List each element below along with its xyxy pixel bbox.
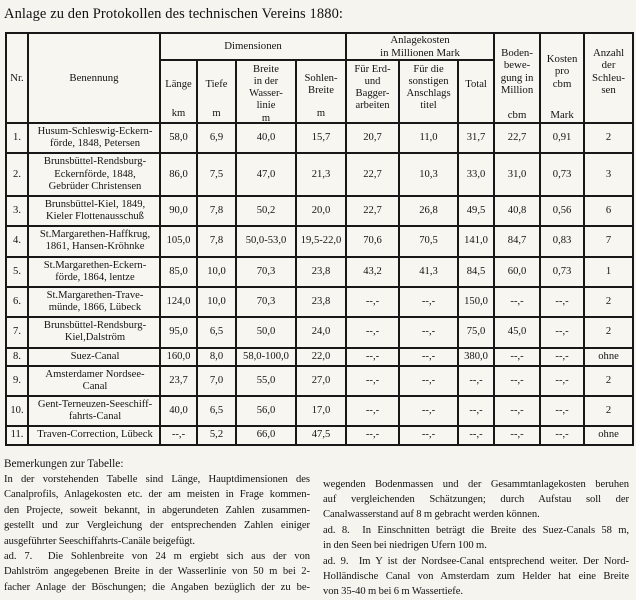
cell-sohlen-breite: 24,0 (296, 317, 346, 347)
cell-laenge: 105,0 (160, 226, 197, 256)
cell-bodenbewegung: 60,0 (494, 257, 540, 287)
cell-anschlagstitel: 26,8 (399, 196, 458, 226)
notes-right-column (323, 457, 629, 600)
cell-sohlen-breite: 20,0 (296, 196, 346, 226)
cell-tiefe: 5,2 (197, 426, 236, 444)
cell-anschlagstitel: --,- (399, 426, 458, 444)
cell-breite-wasserlinie: 70,3 (236, 287, 296, 317)
header-anschlagstitel (399, 60, 458, 123)
cell-total: --,- (458, 426, 494, 444)
note-line: von 35-40 m bei 6 m Wassertiefe. (323, 586, 464, 598)
cell-erd-baggerarbeiten: --,- (346, 366, 399, 396)
header-group-row (6, 33, 633, 60)
cell-kosten-pro-cbm: --,- (540, 287, 584, 317)
header-bodenbewegung (494, 33, 540, 123)
cell-anschlagstitel: --,- (399, 396, 458, 426)
cell-bodenbewegung: --,- (494, 426, 540, 444)
cell-kosten-pro-cbm: --,- (540, 317, 584, 347)
header-schleusen-unit (585, 109, 632, 122)
cell-bodenbewegung: --,- (494, 287, 540, 317)
row-number-cell: 7. (6, 317, 28, 347)
cell-sohlen-breite: 27,0 (296, 366, 346, 396)
header-breite-unit: m (261, 113, 271, 125)
cell-schleusen: 2 (584, 396, 633, 426)
cell-sohlen-breite: 23,8 (296, 287, 346, 317)
cell-erd-baggerarbeiten: 70,6 (346, 226, 399, 256)
header-laenge-unit: km (171, 107, 186, 119)
cell-bodenbewegung: --,- (494, 396, 540, 426)
cell-sohlen-breite: 21,3 (296, 153, 346, 196)
cell-tiefe: 10,0 (197, 257, 236, 287)
row-number-cell: 1. (6, 123, 28, 153)
canal-name-cell: St.Margarethen-Eckern- förde, 1864, lentze (28, 257, 160, 287)
cell-schleusen: 2 (584, 287, 633, 317)
cell-schleusen: 1 (584, 257, 633, 287)
canal-name-cell: Brunsbüttel-Rendsburg- Kiel,Dalström (28, 317, 160, 347)
cell-erd-baggerarbeiten: 20,7 (346, 123, 399, 153)
cell-total: --,- (458, 366, 494, 396)
table-remarks (4, 457, 632, 600)
cell-erd-baggerarbeiten: --,- (346, 287, 399, 317)
header-group-dimensionen: Dimensionen (160, 33, 346, 60)
canal-name-cell: Suez-Canal (28, 348, 160, 366)
cell-tiefe: 7,8 (197, 226, 236, 256)
cell-anschlagstitel: --,- (399, 287, 458, 317)
cell-anschlagstitel: 70,5 (399, 226, 458, 256)
note-line: wegenden Bodenmassen und der Gesammtanlagekosten beruhen (323, 478, 629, 490)
cell-breite-wasserlinie: 55,0 (236, 366, 296, 396)
cell-breite-wasserlinie: 50,0 (236, 317, 296, 347)
cell-bodenbewegung: --,- (494, 348, 540, 366)
header-total (458, 60, 494, 123)
header-tiefe-label: Tiefe (205, 78, 228, 90)
cell-breite-wasserlinie: 70,3 (236, 257, 296, 287)
cell-kosten-pro-cbm: 0,73 (540, 257, 584, 287)
cell-anschlagstitel: --,- (399, 348, 458, 366)
header-kosten-label: Kosten pro cbm (546, 52, 578, 90)
cell-breite-wasserlinie: 40,0 (236, 123, 296, 153)
header-nr (6, 33, 28, 123)
note-line: facher Anlage der Böschungen; die Angaben bezüglich der zu be- (4, 581, 310, 593)
header-total-unit (459, 108, 493, 121)
table-row (6, 366, 633, 396)
cell-breite-wasserlinie: 50,0-53,0 (236, 226, 296, 256)
table-row (6, 348, 633, 366)
header-sohlenbreite-unit: m (316, 107, 326, 119)
cell-anschlagstitel: 41,3 (399, 257, 458, 287)
row-number-cell: 8. (6, 348, 28, 366)
header-anschlagstitel-unit (400, 113, 457, 120)
cell-breite-wasserlinie: 47,0 (236, 153, 296, 196)
note-line: Holländische Canal von Amsterdam zum Helder hat eine Breite (323, 571, 629, 583)
cell-anschlagstitel: --,- (399, 366, 458, 396)
cell-schleusen: ohne (584, 348, 633, 366)
note-line: ad. 9. Im Y ist der Nordsee-Canal entsprechend weiter. Der Nord- (323, 555, 629, 567)
note-line: In der vorstehenden Tabelle sind Länge, Hauptdimensionen des (4, 474, 310, 486)
cell-anschlagstitel: --,- (399, 317, 458, 347)
cell-tiefe: 8,0 (197, 348, 236, 366)
table-row (6, 257, 633, 287)
cell-sohlen-breite: 17,0 (296, 396, 346, 426)
cell-total: 33,0 (458, 153, 494, 196)
cell-kosten-pro-cbm: 0,73 (540, 153, 584, 196)
cell-sohlen-breite: 23,8 (296, 257, 346, 287)
cell-total: 141,0 (458, 226, 494, 256)
cell-breite-wasserlinie: 58,0-100,0 (236, 348, 296, 366)
cell-laenge: 124,0 (160, 287, 197, 317)
header-sohlenbreite-label: Sohlen- Breite (304, 72, 338, 97)
header-schleusen (584, 33, 633, 123)
cell-total: 84,5 (458, 257, 494, 287)
cell-laenge: 85,0 (160, 257, 197, 287)
header-kosten-unit: Mark (550, 109, 574, 121)
cell-laenge: 40,0 (160, 396, 197, 426)
note-line: Canalprofils, Anlagekosten etc. der am meisten in Frage kommen- (4, 489, 310, 501)
canal-name-cell: Husum-Schleswig-Eckern- förde, 1848, Petersen (28, 123, 160, 153)
cell-total: 75,0 (458, 317, 494, 347)
cell-erd-baggerarbeiten: 22,7 (346, 196, 399, 226)
cell-bodenbewegung: 84,7 (494, 226, 540, 256)
table-row (6, 196, 633, 226)
cell-tiefe: 6,5 (197, 317, 236, 347)
cell-sohlen-breite: 15,7 (296, 123, 346, 153)
cell-tiefe: 6,9 (197, 123, 236, 153)
header-breite-wasserlinie (236, 60, 296, 123)
note-line: in den Seen bei niedrigen Ufern 100 m. (323, 540, 487, 552)
header-erdarbeiten-label: Für Erd- und Bagger- arbeiten (354, 63, 391, 112)
cell-laenge: 86,0 (160, 153, 197, 196)
cell-schleusen: 2 (584, 317, 633, 347)
header-anschlagstitel-label: Für die sonstigen Anschlags titel (406, 63, 451, 112)
row-number-cell: 10. (6, 396, 28, 426)
cell-schleusen: 6 (584, 196, 633, 226)
cell-total: 150,0 (458, 287, 494, 317)
header-erd-baggerarbeiten (346, 60, 399, 123)
row-number-cell: 4. (6, 226, 28, 256)
cell-tiefe: 7,0 (197, 366, 236, 396)
table-body (6, 123, 633, 445)
cell-laenge: 95,0 (160, 317, 197, 347)
header-kosten-pro-cbm (540, 33, 584, 123)
notes-heading: Bemerkungen zur Tabelle: (4, 457, 124, 470)
cell-total: --,- (458, 396, 494, 426)
cell-schleusen: ohne (584, 426, 633, 444)
header-benennung (28, 33, 160, 123)
cell-tiefe: 10,0 (197, 287, 236, 317)
row-number-cell: 3. (6, 196, 28, 226)
cell-bodenbewegung: --,- (494, 366, 540, 396)
cell-tiefe: 7,8 (197, 196, 236, 226)
note-line: ad. 7. Die Sohlenbreite von 24 m ergiebt sich aus der von (4, 551, 310, 563)
cell-kosten-pro-cbm: --,- (540, 426, 584, 444)
cell-schleusen: 2 (584, 123, 633, 153)
canal-name-cell: Brunsbüttel-Kiel, 1849, Kieler Flottenausschuß (28, 196, 160, 226)
canal-name-cell: Brunsbüttel-Rendsburg- Eckernförde, 1848, Gebrüder Christensen (28, 153, 160, 196)
cell-bodenbewegung: 45,0 (494, 317, 540, 347)
header-total-label: Total (465, 78, 487, 90)
header-schleusen-label: Anzahl der Schleu- sen (592, 46, 626, 96)
cell-erd-baggerarbeiten: --,- (346, 348, 399, 366)
canal-projects-table (5, 32, 634, 446)
cell-kosten-pro-cbm: 0,56 (540, 196, 584, 226)
cell-total: 31,7 (458, 123, 494, 153)
table-row (6, 426, 633, 444)
cell-erd-baggerarbeiten: --,- (346, 317, 399, 347)
cell-erd-baggerarbeiten: 43,2 (346, 257, 399, 287)
notes-left-column (4, 457, 310, 600)
cell-bodenbewegung: 40,8 (494, 196, 540, 226)
cell-kosten-pro-cbm: 0,91 (540, 123, 584, 153)
header-laenge (160, 60, 197, 123)
note-line: den Projecte, soweit bekannt, in abgerundeten Zahlen zusammen- (4, 504, 310, 516)
header-bodenbewegung-unit: cbm (507, 109, 527, 121)
note-line: gestellt und zur Vergleichung der entsprechenden Zahlen einiger (4, 520, 310, 532)
cell-laenge: --,- (160, 426, 197, 444)
cell-breite-wasserlinie: 66,0 (236, 426, 296, 444)
cell-tiefe: 6,5 (197, 396, 236, 426)
note-line: ausgeführter Seeschiffahrts-Canäle beigefügt. (4, 535, 196, 547)
header-erdarbeiten-unit (347, 113, 398, 120)
header-bodenbewegung-label: Boden- bewe- gung in Million (500, 46, 534, 96)
header-breite-label: Breite in der Wasser- linie (249, 63, 283, 112)
table-row (6, 317, 633, 347)
table-row (6, 396, 633, 426)
header-group-anlagekosten: Anlagekosten in Millionen Mark (346, 33, 494, 60)
canal-name-cell: Traven-Correction, Lübeck (28, 426, 160, 444)
row-number-cell: 2. (6, 153, 28, 196)
cell-kosten-pro-cbm: --,- (540, 366, 584, 396)
header-tiefe-unit: m (212, 107, 221, 119)
cell-breite-wasserlinie: 56,0 (236, 396, 296, 426)
table-row (6, 287, 633, 317)
cell-laenge: 23,7 (160, 366, 197, 396)
cell-anschlagstitel: 11,0 (399, 123, 458, 153)
header-tiefe (197, 60, 236, 123)
note-line: ad. 8. In Einschnitten beträgt die Breite des Suez-Canals 58 m, (323, 524, 629, 536)
cell-tiefe: 7,5 (197, 153, 236, 196)
cell-total: 49,5 (458, 196, 494, 226)
cell-laenge: 160,0 (160, 348, 197, 366)
canal-name-cell: St.Margarethen-Trave- münde, 1866, Lübeck (28, 287, 160, 317)
note-line: Dahlström angegebenen Breite in der Wasserlinie von 50 m bei 2- (4, 566, 310, 578)
canal-name-cell: St.Margarethen-Haffkrug, 1861, Hansen-Kröhnke (28, 226, 160, 256)
cell-laenge: 90,0 (160, 196, 197, 226)
header-sohlen-breite (296, 60, 346, 123)
page-title: Anlage zu den Protokollen des technischen Vereins 1880: (4, 6, 344, 22)
canal-name-cell: Gent-Terneuzen-Seeschiff- fahrts-Canal (28, 396, 160, 426)
cell-kosten-pro-cbm: 0,83 (540, 226, 584, 256)
cell-bodenbewegung: 22,7 (494, 123, 540, 153)
row-number-cell: 11. (6, 426, 28, 444)
cell-laenge: 58,0 (160, 123, 197, 153)
note-line: Canalwasserstand auf 8 m gebracht werden können. (323, 509, 540, 521)
cell-schleusen: 3 (584, 153, 633, 196)
cell-breite-wasserlinie: 50,2 (236, 196, 296, 226)
cell-schleusen: 2 (584, 366, 633, 396)
header-laenge-label: Länge (165, 78, 192, 90)
header-nr-label: Nr. (10, 71, 24, 84)
table-row (6, 153, 633, 196)
cell-erd-baggerarbeiten: 22,7 (346, 153, 399, 196)
table-header (6, 33, 633, 123)
row-number-cell: 9. (6, 366, 28, 396)
cell-erd-baggerarbeiten: --,- (346, 396, 399, 426)
cell-sohlen-breite: 19,5-22,0 (296, 226, 346, 256)
table-row (6, 123, 633, 153)
cell-schleusen: 7 (584, 226, 633, 256)
cell-sohlen-breite: 22,0 (296, 348, 346, 366)
cell-kosten-pro-cbm: --,- (540, 348, 584, 366)
cell-erd-baggerarbeiten: --,- (346, 426, 399, 444)
cell-total: 380,0 (458, 348, 494, 366)
cell-kosten-pro-cbm: --,- (540, 396, 584, 426)
cell-bodenbewegung: 31,0 (494, 153, 540, 196)
header-benennung-label: Benennung (69, 71, 119, 84)
row-number-cell: 5. (6, 257, 28, 287)
cell-sohlen-breite: 47,5 (296, 426, 346, 444)
cell-anschlagstitel: 10,3 (399, 153, 458, 196)
canal-name-cell: Amsterdamer Nordsee- Canal (28, 366, 160, 396)
note-line: auf vergleichenden Schätzungen; durch Aufstau soll der (323, 494, 629, 506)
row-number-cell: 6. (6, 287, 28, 317)
table-row (6, 226, 633, 256)
